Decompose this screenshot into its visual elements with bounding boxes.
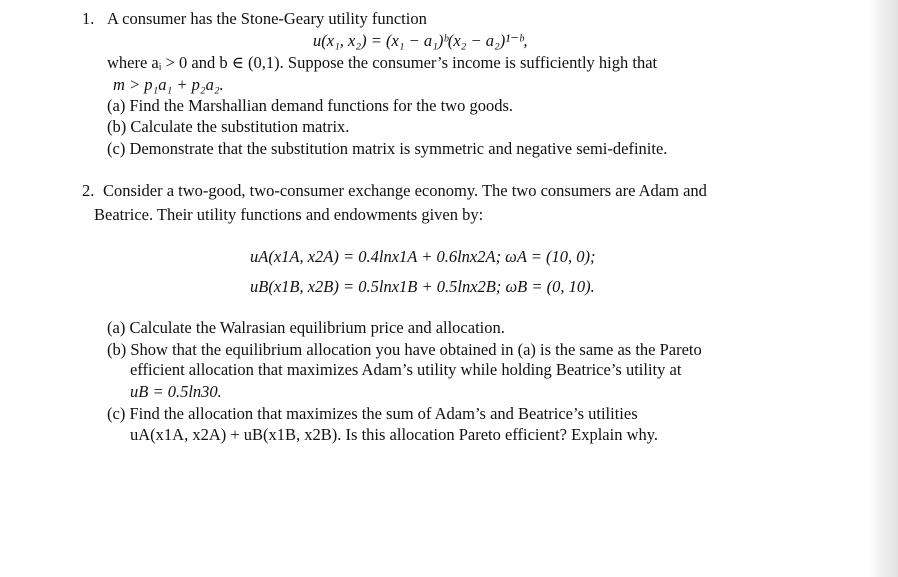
q1-condition-line: where aᵢ > 0 and b ∈ (0,1). Suppose the consumer’s income is sufficiently high that [107, 53, 658, 72]
q2-part-c-line1: (c) Find the allocation that maximizes the sum of Adam’s and Beatrice’s utilities [107, 404, 638, 423]
q2-intro-line2: Beatrice. Their utility functions and endowments given by: [94, 205, 484, 224]
q1-intro: A consumer has the Stone-Geary utility function [107, 9, 427, 28]
q1-number: 1. [82, 9, 95, 28]
q2-part-b-line2: efficient allocation that maximizes Adam’s utility while holding Beatrice’s utility at [130, 360, 682, 379]
q1-formula: u(x₁, x₂) = (x₁ − a₁)ᵇ(x₂ − a₂)¹⁻ᵇ, [313, 31, 528, 50]
q2-intro-line1: Consider a two-good, two-consumer exchange economy. The two consumers are Adam and [103, 181, 707, 200]
q1-part-a: (a) Find the Marshallian demand functions for the two goods. [107, 96, 513, 115]
q1-income-condition: m > p₁a₁ + p₂a₂. [113, 75, 224, 94]
page-edge-shadow [868, 0, 898, 577]
q2-part-c-line2: uA(x1A, x2A) + uB(x1B, x2B). Is this allocation Pareto efficient? Explain why. [130, 425, 659, 444]
q1-part-b: (b) Calculate the substitution matrix. [107, 117, 350, 136]
q2-equation-beatrice: uB(x1B, x2B) = 0.5lnx1B + 0.5lnx2B; ωB = (0, 10). [250, 277, 595, 296]
q2-equation-adam: uA(x1A, x2A) = 0.4lnx1A + 0.6lnx2A; ωA = (10, 0); [250, 247, 596, 266]
q1-part-c: (c) Demonstrate that the substitution matrix is symmetric and negative semi-definite. [107, 139, 668, 158]
q2-number: 2. [82, 181, 95, 200]
q2-part-a: (a) Calculate the Walrasian equilibrium price and allocation. [107, 318, 505, 337]
q2-part-b-line1: (b) Show that the equilibrium allocation you have obtained in (a) is the same as the Pareto [107, 340, 702, 359]
q2-part-b-line3: uB = 0.5ln30. [130, 382, 222, 401]
